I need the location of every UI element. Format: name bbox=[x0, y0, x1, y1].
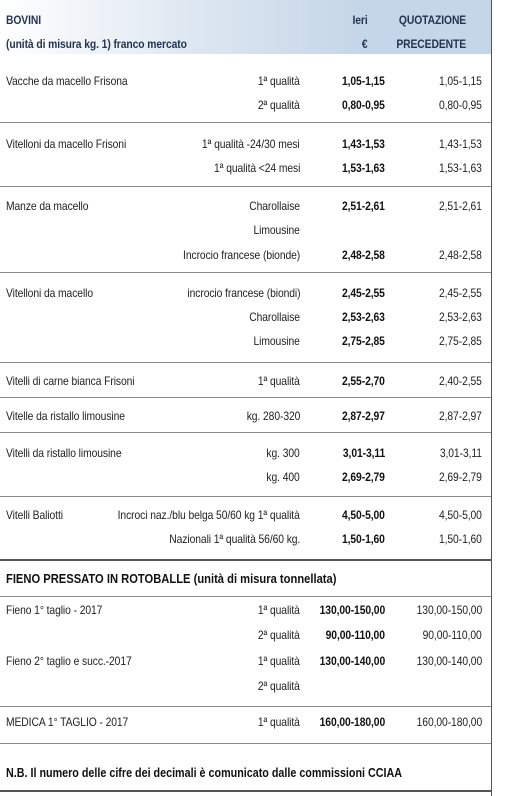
row-name: Manze da macello bbox=[6, 199, 89, 213]
row-name: MEDICA 1° TAGLIO - 2017 bbox=[6, 715, 129, 729]
header-quotazione: QUOTAZIONE bbox=[398, 13, 466, 27]
row-previous-value: 2,48-2,58 bbox=[439, 248, 482, 262]
row-spec: 1ª qualità bbox=[258, 603, 300, 617]
row-divider bbox=[0, 362, 491, 363]
right-border bbox=[491, 0, 492, 796]
row-ieri-value: 0,80-0,95 bbox=[342, 98, 385, 112]
row-spec: 1ª qualità bbox=[258, 74, 300, 88]
header-title: BOVINI bbox=[6, 13, 42, 27]
row-spec: kg. 300 bbox=[266, 446, 300, 460]
row-ieri-value: 2,45-2,55 bbox=[342, 286, 385, 300]
row-name: Vitelli da ristallo limousine bbox=[6, 446, 122, 460]
row-divider bbox=[0, 496, 491, 497]
row-previous-value: 90,00-110,00 bbox=[422, 628, 482, 642]
row-previous-value: 1,50-1,60 bbox=[439, 532, 482, 546]
row-spec: 2ª qualità bbox=[258, 679, 300, 693]
row-ieri-value: 90,00-110,00 bbox=[325, 628, 385, 642]
row-spec: Incrocio francese (bionde) bbox=[182, 248, 300, 262]
row-name: Vitelloni da macello bbox=[6, 286, 94, 300]
row-spec: 1ª qualità -24/30 mesi bbox=[202, 137, 300, 151]
row-spec: 1ª qualità bbox=[258, 374, 300, 388]
row-previous-value: 130,00-150,00 bbox=[416, 603, 482, 617]
row-divider bbox=[0, 397, 491, 398]
row-divider bbox=[0, 706, 491, 707]
row-ieri-value: 2,69-2,79 bbox=[342, 470, 385, 484]
header-ieri: Ieri bbox=[352, 13, 368, 27]
section2-title: FIENO PRESSATO IN ROTOBALLE (unità di misura tonnellata) bbox=[6, 571, 337, 586]
row-ieri-value: 2,48-2,58 bbox=[342, 248, 385, 262]
row-ieri-value: 2,53-2,63 bbox=[342, 310, 385, 324]
row-ieri-value: 3,01-3,11 bbox=[342, 446, 385, 460]
header-precedente: PRECEDENTE bbox=[396, 37, 466, 51]
row-previous-value: 1,43-1,53 bbox=[439, 137, 482, 151]
row-ieri-value: 2,55-2,70 bbox=[342, 374, 385, 388]
row-spec: Nazionali 1ª qualità 56/60 kg. bbox=[169, 532, 300, 546]
row-previous-value: 1,53-1,63 bbox=[439, 161, 482, 175]
row-ieri-value: 2,75-2,85 bbox=[342, 334, 385, 348]
row-previous-value: 4,50-5,00 bbox=[439, 508, 482, 522]
row-ieri-value: 130,00-150,00 bbox=[319, 603, 385, 617]
row-previous-value: 2,51-2,61 bbox=[439, 199, 482, 213]
row-spec: Charollaise bbox=[249, 199, 300, 213]
header-currency: € bbox=[362, 37, 368, 51]
row-divider bbox=[0, 122, 491, 123]
row-previous-value: 2,40-2,55 bbox=[439, 374, 482, 388]
row-ieri-value: 1,53-1,63 bbox=[342, 161, 385, 175]
row-ieri-value: 1,43-1,53 bbox=[342, 137, 385, 151]
row-name: Vacche da macello Frisona bbox=[6, 74, 128, 88]
row-spec: 1ª qualità bbox=[258, 654, 300, 668]
row-spec: 1ª qualità bbox=[258, 715, 300, 729]
row-divider bbox=[0, 432, 491, 433]
table-header bbox=[0, 0, 491, 54]
row-divider bbox=[0, 596, 491, 597]
row-spec: 1ª qualità <24 mesi bbox=[213, 161, 300, 175]
row-ieri-value: 2,51-2,61 bbox=[342, 199, 385, 213]
row-spec: incrocio francese (biondi) bbox=[186, 286, 300, 300]
row-spec: Limousine bbox=[253, 223, 300, 237]
row-previous-value: 2,87-2,97 bbox=[439, 409, 482, 423]
row-ieri-value: 1,05-1,15 bbox=[342, 74, 385, 88]
row-name: Vitelli di carne bianca Frisoni bbox=[6, 374, 135, 388]
row-previous-value: 0,80-0,95 bbox=[439, 98, 482, 112]
row-name: Vitelloni da macello Frisoni bbox=[6, 137, 127, 151]
row-divider bbox=[0, 743, 491, 744]
row-divider bbox=[0, 272, 491, 273]
row-ieri-value: 160,00-180,00 bbox=[319, 715, 385, 729]
row-name: Fieno 1° taglio - 2017 bbox=[6, 603, 103, 617]
row-name: Vitelli Baliotti bbox=[6, 508, 63, 522]
row-divider bbox=[0, 186, 491, 187]
row-previous-value: 2,53-2,63 bbox=[439, 310, 482, 324]
row-name: Vitelle da ristallo limousine bbox=[6, 409, 125, 423]
row-spec: 2ª qualità bbox=[258, 98, 300, 112]
row-ieri-value: 2,87-2,97 bbox=[342, 409, 385, 423]
row-previous-value: 2,69-2,79 bbox=[439, 470, 482, 484]
row-spec: kg. 400 bbox=[266, 470, 300, 484]
row-ieri-value: 4,50-5,00 bbox=[342, 508, 385, 522]
header-subtitle: (unità di misura kg. 1) franco mercato bbox=[6, 37, 187, 51]
row-ieri-value: 1,50-1,60 bbox=[342, 532, 385, 546]
row-ieri-value: 130,00-140,00 bbox=[319, 654, 385, 668]
row-spec: 2ª qualità bbox=[258, 628, 300, 642]
row-spec: Incroci naz./blu belga 50/60 kg 1ª qualità bbox=[117, 508, 300, 522]
row-spec: kg. 280-320 bbox=[246, 409, 300, 423]
row-name: Fieno 2° taglio e succ.-2017 bbox=[6, 654, 132, 668]
section-divider bbox=[0, 559, 491, 561]
row-previous-value: 160,00-180,00 bbox=[416, 715, 482, 729]
row-previous-value: 1,05-1,15 bbox=[439, 74, 482, 88]
row-previous-value: 2,45-2,55 bbox=[439, 286, 482, 300]
row-previous-value: 130,00-140,00 bbox=[416, 654, 482, 668]
footnote: N.B. Il numero delle cifre dei decimali è comunicato dalle commissioni CCIAA bbox=[6, 766, 403, 780]
row-spec: Limousine bbox=[253, 334, 300, 348]
row-previous-value: 3,01-3,11 bbox=[439, 446, 482, 460]
row-previous-value: 2,75-2,85 bbox=[439, 334, 482, 348]
bottom-border bbox=[0, 790, 491, 792]
row-spec: Charollaise bbox=[249, 310, 300, 324]
